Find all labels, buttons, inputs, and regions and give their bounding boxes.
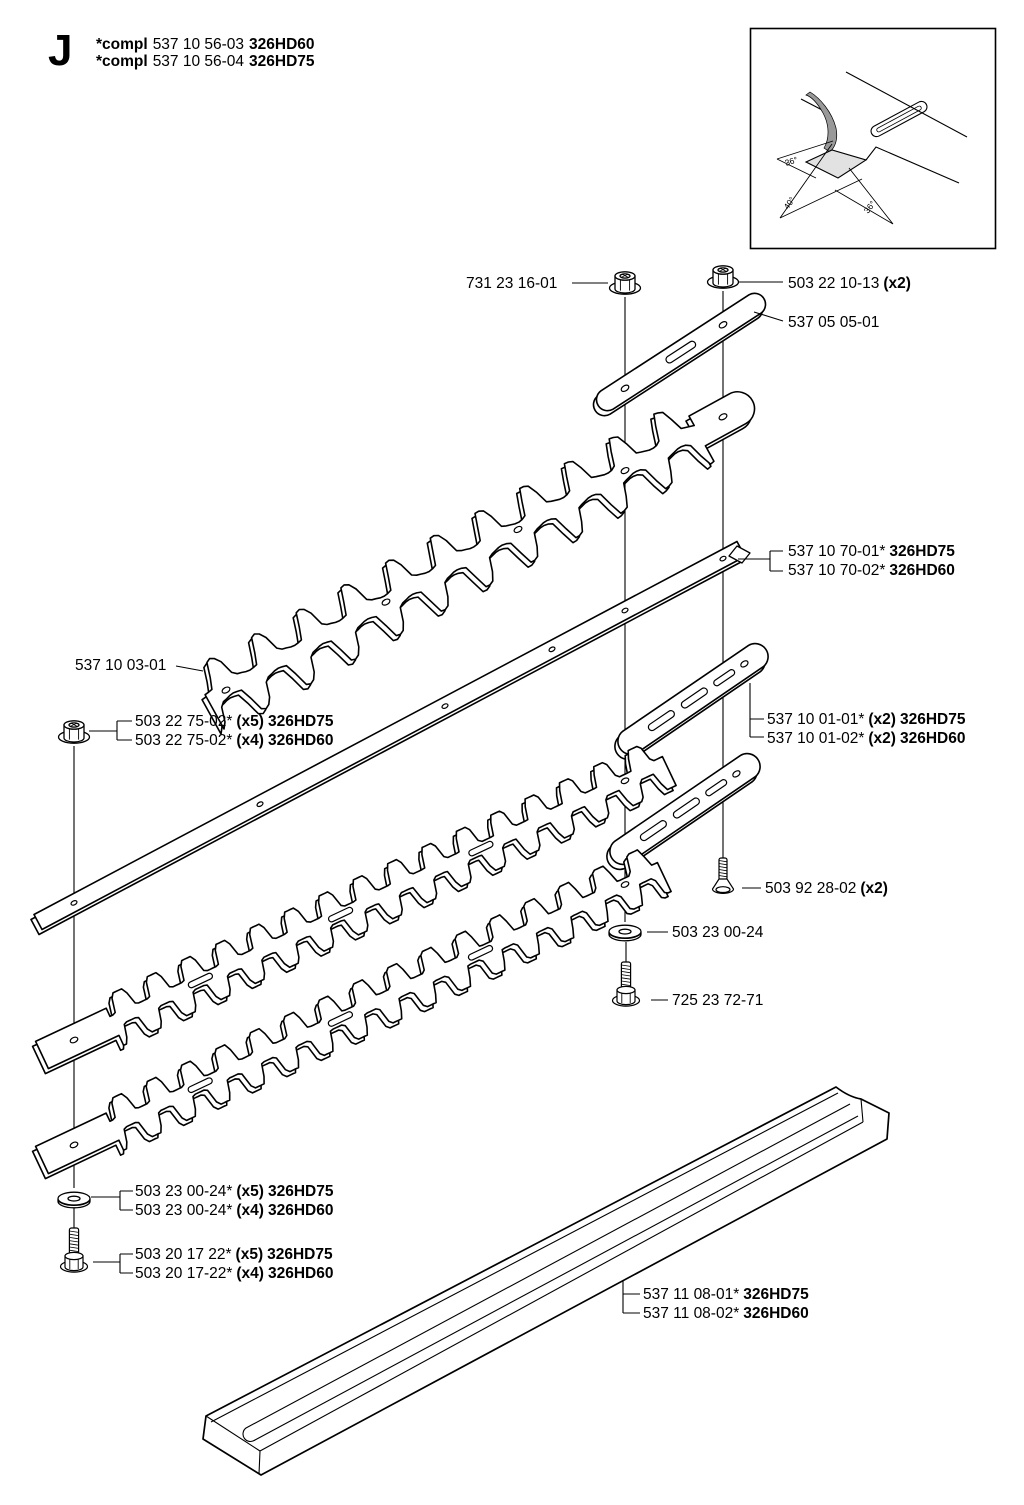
callout-503-92-28-02: 503 92 28-02 (x2) [765, 880, 888, 897]
callout-537-10-70-02: 537 10 70-02* 326HD60 [788, 562, 955, 579]
inset-cutting-edge-band [806, 92, 837, 152]
support-bar-1 [615, 644, 768, 760]
washer-left [58, 1192, 90, 1208]
callout-503-23-00-24-x5: 503 23 00-24* (x5) 326HD75 [135, 1183, 334, 1200]
bolt-left [61, 1228, 88, 1272]
flange-nut-center [610, 272, 641, 294]
callout-537-10-70-01: 537 10 70-01* 326HD75 [788, 543, 955, 560]
countersunk-screw-right [713, 858, 734, 893]
title-prefix: *compl [96, 36, 148, 53]
inset-angle-legs-right [835, 168, 893, 224]
inset-blade-edge-upper [846, 72, 967, 137]
title-part-number: 537 10 56-03 [152, 36, 245, 53]
callout-503-22-75-02-x5: 503 22 75-02* (x5) 326HD75 [135, 713, 334, 730]
callout-537-05-05-01: 537 05 05-01 [788, 314, 880, 331]
inset-angle-label-2: 40° [781, 194, 798, 212]
title-model: 326HD75 [249, 53, 315, 70]
leader-nut-left [89, 721, 132, 740]
inset-angle-label-1: 36° [783, 154, 799, 168]
title-prefix: *compl [96, 53, 148, 70]
tooth-detail-inset [751, 29, 996, 249]
callout-731-23-16-01: 731 23 16-01 [466, 275, 558, 292]
callout-503-23-00-24-x4: 503 23 00-24* (x4) 326HD60 [135, 1202, 334, 1219]
section-letter: J [48, 26, 73, 75]
inset-slot [869, 99, 929, 138]
callout-537-10-01-02: 537 10 01-02* (x2) 326HD60 [767, 730, 966, 747]
title-model: 326HD60 [249, 36, 315, 53]
leader-upper-blade [176, 666, 203, 671]
leader-support-bars [750, 683, 764, 737]
callout-537-10-03-01: 537 10 03-01 [75, 657, 167, 674]
leader-washer-left [91, 1191, 133, 1210]
inset-angle-label-3: 36° [861, 198, 878, 216]
callout-537-10-01-01: 537 10 01-01* (x2) 326HD75 [767, 711, 966, 728]
bolt-right [613, 962, 640, 1006]
leader-bolt-left [93, 1254, 133, 1273]
callout-503-22-10-13: 503 22 10-13 (x2) [788, 275, 911, 292]
callout-503-22-75-02-x4: 503 22 75-02* (x4) 326HD60 [135, 732, 334, 749]
leader-guard-bar [623, 1281, 640, 1313]
callout-537-11-08-01: 537 11 08-01* 326HD75 [643, 1286, 809, 1303]
callout-503-20-17-22-x4: 503 20 17-22* (x4) 326HD60 [135, 1265, 334, 1282]
callout-725-23-72-71: 725 23 72-71 [672, 992, 764, 1009]
inset-blade-edge-lower-right [866, 147, 959, 183]
callout-503-20-17-22-x5: 503 20 17 22* (x5) 326HD75 [135, 1246, 333, 1263]
inset-bevel-face [806, 150, 866, 178]
flange-nut-left [59, 721, 90, 743]
title-part-number: 537 10 56-04 [152, 53, 245, 70]
callout-503-23-00-24: 503 23 00-24 [672, 924, 764, 941]
washer-right [609, 925, 641, 941]
callout-537-11-08-02: 537 11 08-02* 326HD60 [643, 1305, 809, 1322]
inset-border [751, 29, 996, 249]
flange-nut-right [708, 266, 739, 288]
